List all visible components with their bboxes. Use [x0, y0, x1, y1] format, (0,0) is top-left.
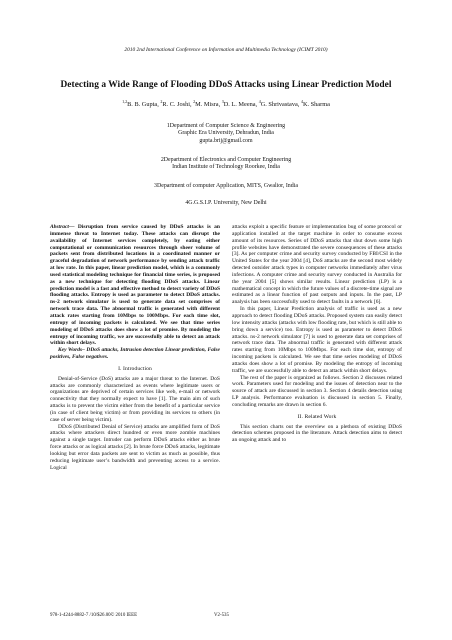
paper-title: Detecting a Wide Range of Flooding DDoS Attacks using Linear Prediction Model — [60, 80, 392, 90]
left-column — [50, 224, 220, 472]
author-list: $^{1,2}$B. B. Gupta, $^2$R. C. Joshi, $^2$M. Misra, $^3$D. L. Meena, $^4$G. Shrivastava, $^4$K. Sharma — [122, 99, 330, 109]
affiliation-4: 4G.G.S.I.P. University, New Delhi — [185, 200, 267, 206]
paragraph: attacks exploit a specific feature or implementation bug of some protocol or application installed at the target machine in order to consume excess amount of its resources. Series of DDoS attacks that shut down some high profile websites have demonstrated the severe consequences of these attacks [3]. As per computer crime and security survey conducted by FBI/CSI in the United States for the year 2004 [4], DoS attacks are the second most widely detected outsider attack types in computer networks immediately after virus infections. A computer crime and security survey conducted in Australia for the year 2004 [5] shows similar results. Linear prediction (LP) is a mathematical concept in which the future values of a discrete-time signal are estimated as a linear function of past outputs and inputs. In the past, LP analysis has been successfully used to detect faults in a network [6]. — [232, 224, 402, 306]
affiliation-2: 2Department of Electronics and Computer Engineering Indian Institute of Technology Roorkee, India — [160, 157, 292, 171]
page-number: V2-535 — [214, 613, 229, 618]
conference-header: 2010 2nd International Conference on Information and Multimedia Technology (ICIMT 2010) — [124, 47, 328, 53]
right-column — [232, 224, 402, 444]
abstract: Abstract— Disruption from service caused by DDoS attacks is an immense threat to Internet today. These attacks can disrupt the availability of Internet services completely, by eating either computational or communication resources through sheer volume of packets sent from distributed locations in a coordinated manner or graceful degradation of network performance by sending attack traffic at low rate. In this paper, linear prediction model, which is a commonly used statistical modeling technique for financial time series, is proposed as a new technique for detecting flooding DDoS attacks. Linear prediction model is a fast and effective method to detect variety of DDoS flooding attacks. Entropy is used as parameter to detect DDoS attacks. ns-2 network simulator is used to generate data set comprises of network trace data. The abnormal traffic is generated with different attack rates starting from 10Mbps to 100Mbps. For each time slot, entropy of incoming packets is calculated. We see that time series modeling of DDoS attacks does show a lot of promise. By modeling the entropy of incoming traffic, we are successfully able to detect an attack within short delays. — [50, 224, 220, 347]
paragraph: Denial-of-Service (DoS) attacks are a major threat to the Internet. DoS attacks are commonly characterized as events where legitimate users or organizations are deprived of certain services like web, e-mail or network connectivity that they normally expect to have [1]. The main aim of such attacks is to prevent the victim either from the benefit of a particular service (in case of client being victim) or from providing its services to others (in case of server being victim). — [50, 375, 220, 423]
affiliation-1: 1Department of Computer Science & Engineering Graphic Era University, Dehradun, India gupta.brij@gmail.com — [166, 123, 286, 144]
section-heading-introduction: I. Introduction — [118, 365, 152, 372]
section-heading-related-work: II. Related Work — [297, 413, 337, 420]
keywords: Key Words– DDoS attacks, Intrusion detection Linear prediction, False positives, False negatives. — [50, 347, 220, 361]
paragraph: DDoS (Distributed Denial of Service) attacks are amplified form of DoS attacks where attackers direct hundred or even more zombie machines against a single target. Intruder can perform DDoS attacks either as brute force attacks or as logical attacks [2]. In brute force DDoS attacks, legitimate looking but error data packets are sent to victim as much as possible, thus reducing legitimate user’s bandwidth and preventing access to a service. Logical — [50, 423, 220, 471]
paragraph: The rest of the paper is organized as follows. Section 2 discusses related work. Parameters used for modeling and the issues of detection near to the source of attack are discussed in section 3. Section 4 details detection using LP analysis. Performance evaluation is discussed in section 5. Finally, concluding remarks are drawn in section 6. — [232, 374, 402, 408]
paragraph: This section charts out the overview on a plethora of existing DDoS detection schemes proposed in the literature. Attack detection aims to detect an ongoing attack and to — [232, 423, 402, 444]
paragraph: In this paper, Linear Prediction analysis of traffic is used as a new approach to detect flooding DDoS attacks. Proposed system can easily detect low intensity attacks (attacks with low flooding rate, but which is still able to bring down a service) too. Entropy is used as parameter to detect DDoS attacks. ns-2 network simulator [7] is used to generate data set comprises of network trace data. The abnormal traffic is generated with different attack rates starting from 10Mbps to 100Mbps. For each time slot, entropy of incoming packets is calculated. We see that time series modeling of DDoS attacks does show a lot of promise. By modeling the entropy of incoming traffic, we are successfully able to detect an attack within short delays. — [232, 306, 402, 374]
copyright-footer: 978-1-4244-8882-7 /10/$26.00© 2010 IEEE — [50, 613, 138, 618]
affiliation-3: 3Department of computer Application, MITS, Gwalior, India — [154, 183, 298, 189]
